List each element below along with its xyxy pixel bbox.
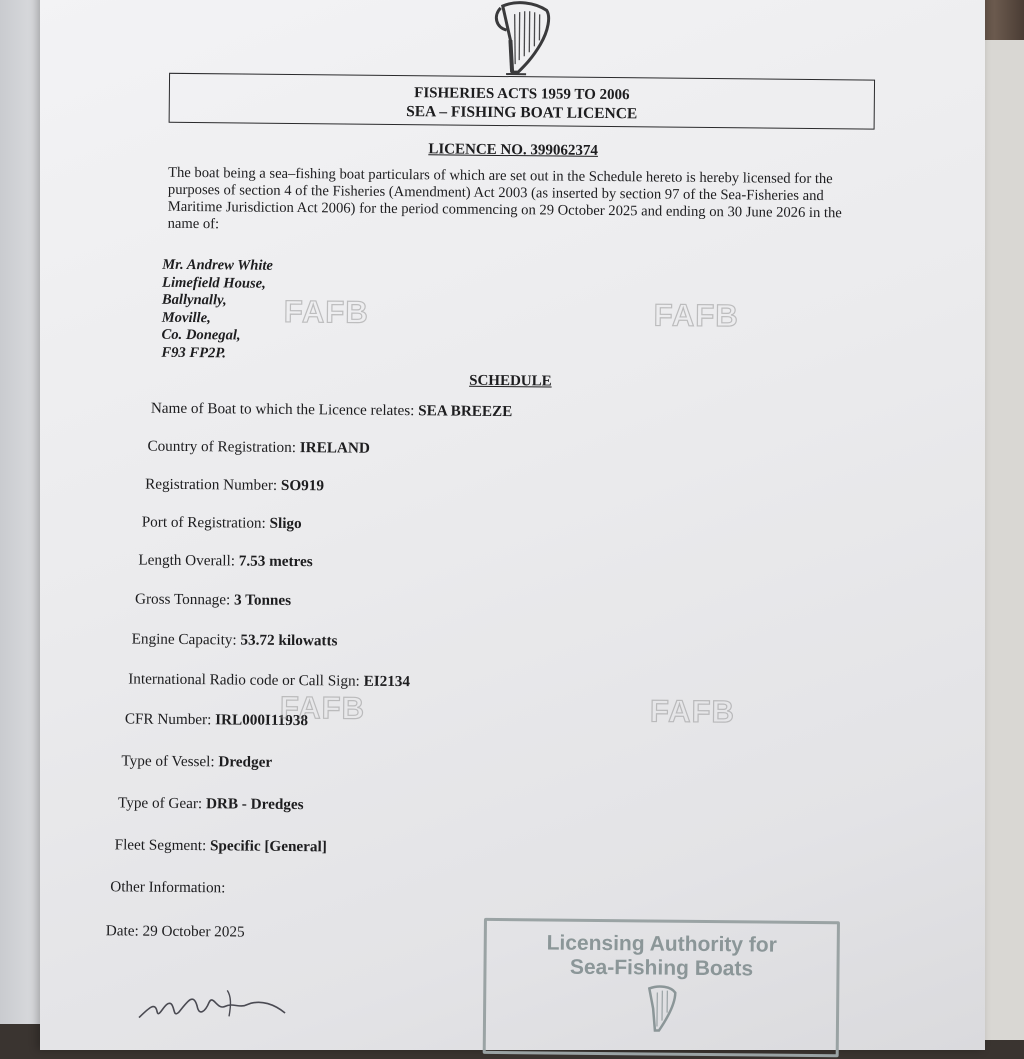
field-value: EI2134 xyxy=(364,673,411,690)
field-label: Type of Vessel: xyxy=(121,752,214,770)
field-label: Other Information: xyxy=(110,878,225,896)
acts-title: FISHERIES ACTS 1959 TO 2006 xyxy=(170,83,874,107)
licence-title: SEA – FISHING BOAT LICENCE xyxy=(170,101,874,126)
address-line: Co. Donegal, xyxy=(161,327,272,346)
field-label: Type of Gear: xyxy=(118,794,202,812)
watermark: FAFB xyxy=(654,297,739,334)
field-value: IRL000I11938 xyxy=(215,711,308,729)
stamp-harp-icon xyxy=(641,982,682,1042)
address-line: Mr. Andrew White xyxy=(162,257,273,276)
field-label: Length Overall: xyxy=(138,552,235,570)
field-label: Name of Boat to which the Licence relates: xyxy=(151,400,415,420)
field-port xyxy=(142,514,302,534)
field-value: Specific [General] xyxy=(210,837,327,855)
schedule-heading: SCHEDULE xyxy=(469,373,552,391)
field-value: SEA BREEZE xyxy=(418,402,512,420)
licence-number: LICENCE NO. 399062374 xyxy=(428,141,598,160)
title-box xyxy=(169,73,875,130)
field-engine xyxy=(132,630,338,650)
field-label: Country of Registration: xyxy=(147,438,296,456)
field-call-sign xyxy=(128,670,410,691)
address-line: Moville, xyxy=(162,309,273,328)
field-value: Sligo xyxy=(270,515,302,532)
address-line: F93 FP2P. xyxy=(161,344,272,363)
field-boat-name xyxy=(151,400,513,421)
field-label: Gross Tonnage: xyxy=(135,591,230,609)
intro-paragraph: The boat being a sea–fishing boat particulars of which are set out in the Schedule hereto is hereby licensed for the purposes of section 4 of the Fisheries (Amendment) Act 2003 (as inserted by section 97 of the Sea-Fisheries and Maritime Jurisdiction Act 2006) for the period commencing on 29 October 2025 and ending on 30 June 2026 in the name of: xyxy=(168,165,875,240)
licensee-address xyxy=(161,257,273,363)
field-length xyxy=(138,552,312,572)
harp-emblem-icon xyxy=(488,0,559,77)
stamp-line: Sea-Fishing Boats xyxy=(486,955,836,982)
field-label: Fleet Segment: xyxy=(115,836,207,854)
field-value: IRELAND xyxy=(300,439,370,457)
field-label: Engine Capacity: xyxy=(132,630,237,648)
stamp-line: Licensing Authority for xyxy=(487,931,837,958)
field-tonnage xyxy=(135,591,291,610)
field-label: CFR Number: xyxy=(125,710,212,728)
field-gear-type xyxy=(118,794,304,814)
field-label: International Radio code or Call Sign: xyxy=(128,670,360,689)
field-registration-number xyxy=(145,476,324,496)
field-country xyxy=(147,438,370,458)
watermark: FAFB xyxy=(284,294,369,331)
issue-date: Date: 29 October 2025 xyxy=(106,922,245,941)
field-other-information xyxy=(110,878,225,897)
authority-stamp xyxy=(483,918,840,1057)
watermark: FAFB xyxy=(650,693,735,730)
address-line: Limefield House, xyxy=(162,274,273,293)
field-value: SO919 xyxy=(281,477,324,494)
signature xyxy=(135,982,305,1024)
field-value: 7.53 metres xyxy=(239,552,313,570)
field-value: 3 Tonnes xyxy=(234,591,291,609)
field-fleet-segment xyxy=(115,836,327,856)
watermark: FAFB xyxy=(280,690,365,727)
field-value: Dredger xyxy=(218,753,272,771)
field-value: DRB - Dredges xyxy=(206,795,304,813)
field-label: Registration Number: xyxy=(145,476,277,494)
field-label: Port of Registration: xyxy=(142,514,266,532)
field-vessel-type xyxy=(121,752,272,771)
address-line: Ballynally, xyxy=(162,292,273,311)
field-value: 53.72 kilowatts xyxy=(240,632,337,650)
